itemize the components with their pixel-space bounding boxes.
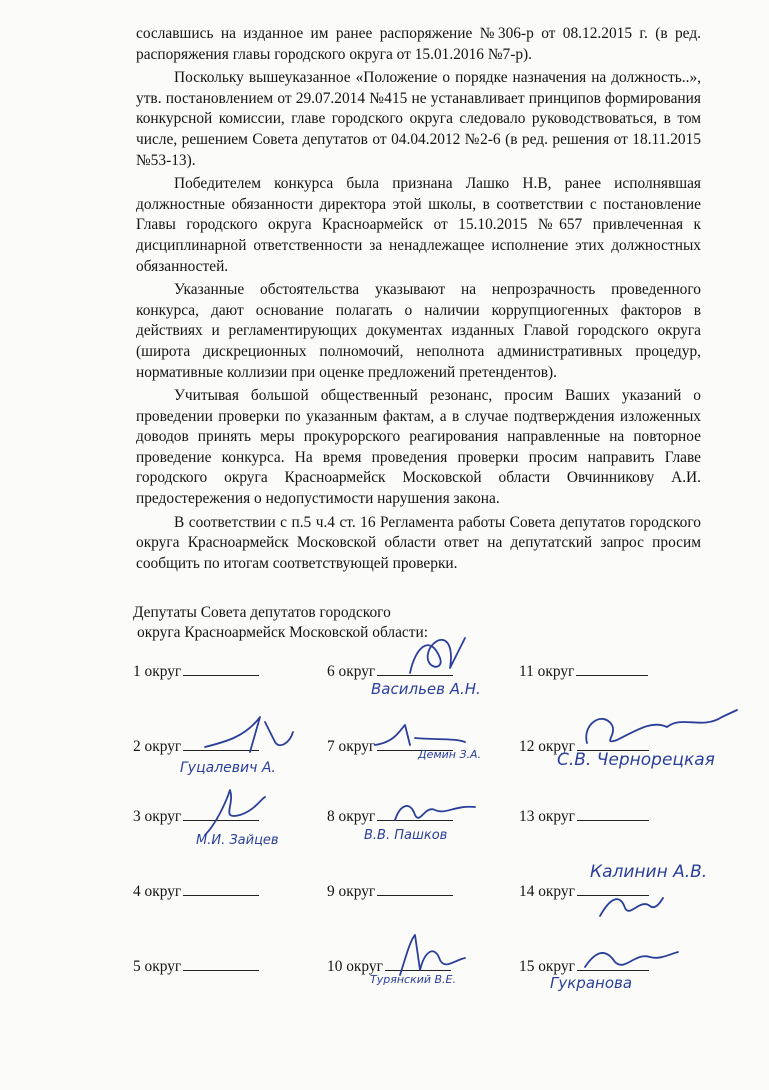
- paragraph-1: сославшись на изданное им ранее распоряжение №306-р от 08.12.2015 г. (в ред. распоряжения главы городского округа от 15.01.2016 №7-р).: [136, 25, 701, 63]
- okrug-12: 12 округ: [519, 738, 649, 756]
- okrug-1: 1 округ: [133, 663, 259, 681]
- signature-7-name: Демин З.А.: [418, 748, 482, 761]
- signature-15-name: Гукранова: [550, 974, 633, 992]
- paragraph-6: В соответствии с п.5 ч.4 ст. 16 Регламента работы Совета депутатов городского округа Красноармейск Московской области ответ на депутатский запрос просим сообщить по итогам соответствующей проверки.: [136, 513, 701, 572]
- okrug-15: 15 округ: [519, 958, 649, 976]
- signature-3-scribble: [200, 785, 270, 840]
- signature-header-line1: Депутаты Совета депутатов городского: [133, 604, 391, 621]
- signature-10-name: Турянский В.Е.: [370, 973, 456, 986]
- okrug-11: 11 округ: [519, 663, 648, 681]
- okrug-8: 8 округ: [327, 808, 453, 826]
- paragraph-2: Поскольку вышеуказанное «Положение о порядке назначения на должность..», утв. постановлением от 29.07.2014 №415 не устанавливает принципов формирования конкурсной комиссии, главе городского округа следовало руководствоваться, в том числе, решением Совета депутатов от 04.04.2012 №2-6 (в ред. решения от 18.11.2015 №53-13).: [136, 69, 701, 169]
- okrug-7: 7 округ: [327, 738, 453, 756]
- paragraph-4: Указанные обстоятельства указывают на непрозрачность проведенного конкурса, дают основание полагать о наличии коррупциогенных факторов в действиях и регламентирующих документах изданных Главой городского округа (широта дискреционных полномочий, неполнота административных процедур, нормативные коллизии при оценке предложений претендентов).: [136, 281, 701, 381]
- signature-2-scribble: [205, 712, 295, 762]
- signature-3-name: М.И. Зайцев: [196, 833, 279, 848]
- okrug-6: 6 округ: [327, 663, 453, 681]
- signature-header: [133, 603, 428, 643]
- signature-14-scribble: [595, 888, 665, 923]
- paragraph-5: Учитывая большой общественный резонанс, просим Ваших указаний о проведении проверки по указанным фактам, а в случае подтверждения изложенных доводов принять меры прокурорского реагирования направленные на повторное проведение конкурса. На время проведения проверки просим направить Главе городского округа Красноармейск Московской области Овчинникову А.И. предостережения о недопустимости нарушения закона.: [136, 387, 701, 508]
- signature-2-name: Гуцалевич А.: [180, 760, 276, 776]
- okrug-4: 4 округ: [133, 883, 259, 901]
- signature-header-line2: округа Красноармейск Московской области:: [137, 624, 428, 641]
- okrug-9: 9 округ: [327, 883, 453, 901]
- okrug-13: 13 округ: [519, 808, 649, 826]
- signature-15-scribble: [580, 942, 680, 977]
- signature-12-scribble: [582, 705, 742, 750]
- okrug-10: 10 округ: [327, 958, 451, 976]
- okrug-2: 2 округ: [133, 738, 259, 756]
- okrug-5: 5 округ: [133, 958, 259, 976]
- signature-6-name: Васильев А.Н.: [371, 680, 481, 698]
- signature-8-name: В.В. Пашков: [364, 828, 448, 843]
- signature-6-scribble: [400, 628, 480, 688]
- paragraph-3: Победителем конкурса была признана Лашко Н.В, ранее исполнявшая должностные обязанности директора этой школы, в соответствии с постановление Главы городского округа Красноармейск от 15.10.2015 №657 привлеченная к дисциплинарной ответственности за ненадлежащее исполнение этих должностных обязанностей.: [136, 175, 701, 275]
- signature-14-name: Калинин А.В.: [590, 862, 708, 882]
- okrug-3: 3 округ: [133, 808, 259, 826]
- signature-12-name: С.В. Чернорецкая: [557, 750, 715, 770]
- okrug-14: 14 округ: [519, 883, 649, 901]
- letter-body: [136, 24, 701, 577]
